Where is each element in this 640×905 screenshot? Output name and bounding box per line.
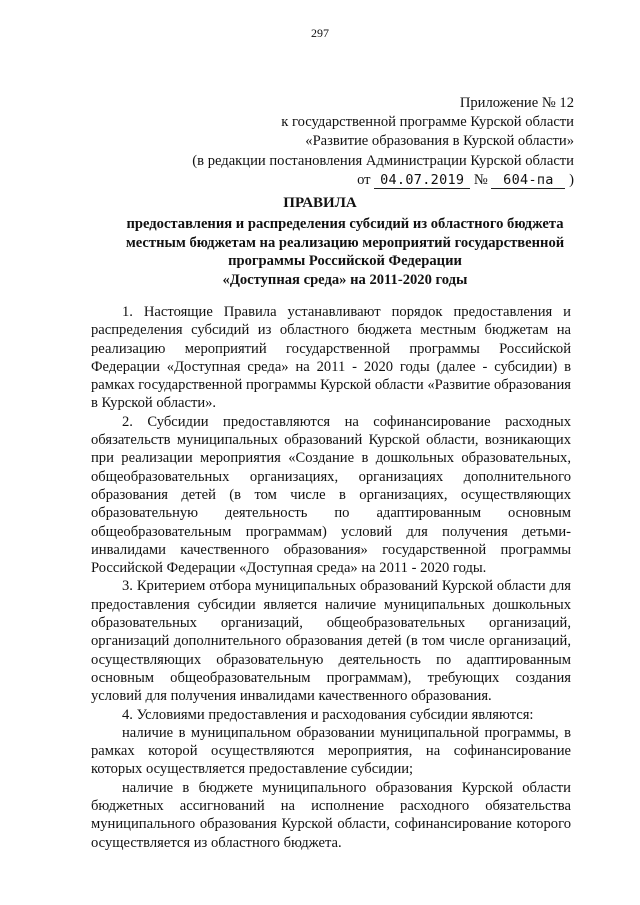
- appendix-edition-note: (в редакции постановления Администрации Курской области: [192, 152, 574, 169]
- decree-close-paren: ): [569, 171, 574, 188]
- appendix-program-name: «Развитие образования в Курской области»: [305, 133, 574, 150]
- document-body: [91, 303, 571, 852]
- condition-item-2: наличие в бюджете муниципального образования Курской области бюджетных ассигнований на исполнение расходного обязательства муниципального образования Курской области, софинансирование которого осуществляется из областного бюджета.: [91, 779, 571, 851]
- condition-item-1: наличие в муниципальном образовании муниципальной программы, в рамках которой осуществляются мероприятия, на софинансирование которых осуществляется предоставление субсидии;: [91, 724, 571, 778]
- page-number: 297: [311, 26, 329, 40]
- paragraph-4: 4. Условиями предоставления и расходования субсидии являются:: [122, 706, 534, 723]
- decree-from-label: от: [357, 171, 371, 188]
- paragraph-2: 2. Субсидии предоставляются на софинансирование расходных обязательств муниципальных образований Курской области, возникающих при реализации мероприятия «Создание в дошкольных образовательных, общеобразовательных организациях, организациях дополнительного образования детей (в том числе в организациях, осуществляющих образовательную деятельность по адаптированным основным общеобразовательным программам) условий для получения детьми-инвалидами качественного образования» государственной программы Российской Федерации «Доступная среда» на 2011 - 2020 годы.: [91, 413, 571, 577]
- paragraph-1: 1. Настоящие Правила устанавливают порядок предоставления и распределения субсидий из областного бюджета местным бюджетам на реализацию мероприятий государственной программы Российской Федерации «Доступная среда» на 2011 - 2020 годы (далее - субсидии) в рамках государственной программы Курской области «Развитие образования в Курской области».: [91, 304, 571, 412]
- appendix-header: [150, 94, 574, 190]
- appendix-program-ref: к государственной программе Курской области: [281, 114, 574, 131]
- subtitle-line: местным бюджетам на реализацию мероприятий государственной: [125, 234, 565, 251]
- decree-reference: [150, 171, 574, 190]
- subtitle-line: «Доступная среда» на 2011-2020 годы: [222, 271, 468, 288]
- appendix-title: Приложение № 12: [459, 95, 574, 111]
- paragraph-3: 3. Критерием отбора муниципальных образований Курской области для предоставления субсидии является наличие муниципальных дошкольных образовательных организаций, общеобразовательных организаций, организаций дополнительного образования детей (в том числе организаций, осуществляющих образовательную деятельность по адаптированным основным общеобразовательным программам), требующих создания условий для получения инвалидами качественного образования.: [91, 578, 571, 705]
- subtitle-line: программы Российской Федерации: [228, 253, 462, 270]
- decree-number-sign: №: [473, 171, 488, 188]
- document-subtitle: [110, 215, 580, 289]
- document-title: ПРАВИЛА: [283, 195, 357, 211]
- subtitle-line: предоставления и распределения субсидий из областного бюджета: [126, 216, 564, 232]
- decree-number: 604-па: [491, 173, 565, 189]
- decree-date: 04.07.2019: [374, 173, 470, 189]
